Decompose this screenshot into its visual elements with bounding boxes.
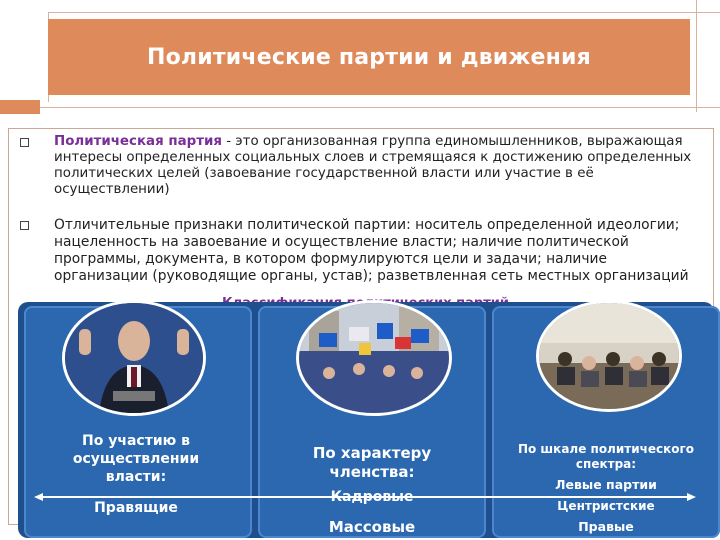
bullet-features — [20, 217, 692, 285]
panel-heading: По характеру членства: — [312, 444, 432, 481]
bullet-text — [54, 217, 692, 285]
slide-title: Политические партии и движения — [147, 44, 591, 70]
panel-item: Правящие — [94, 500, 178, 516]
frame-line-top — [48, 12, 720, 13]
speaker-photo — [62, 300, 206, 416]
meeting-photo — [536, 300, 682, 412]
panel-item: Левые партии — [555, 477, 657, 492]
panel-item: Центристские — [557, 499, 655, 513]
left-accent-bar — [0, 100, 40, 114]
square-bullet-icon — [20, 221, 29, 230]
frame-line-right — [696, 0, 697, 112]
bullet-body: - это организованная группа единомышленников, выражающая интересы определенных социальных слоев и стремящаяся к достижению определенных политических целей (завоевание государственной власти или участие в её осуществлении) — [54, 134, 692, 197]
spectrum-arrow-icon — [34, 493, 696, 501]
meeting-photo-art — [539, 303, 679, 409]
bullet-text — [54, 134, 692, 198]
panel-item: Массовые — [328, 518, 416, 536]
bullet-body: Отличительные признаки политической партии: носитель определенной идеологии; нацеленность на завоевание и осуществление власти; наличие политической программы, документа, в котором формулируются цели и задачи; наличие организации (руководящие органы, устав); разветвленная сеть местных организаций — [54, 217, 689, 284]
rally-photo-art — [299, 303, 449, 413]
title-bar — [48, 19, 690, 95]
rally-photo — [296, 300, 452, 416]
panel-item: Кадровые — [330, 489, 414, 505]
panel-heading: По участию в осуществлении власти: — [72, 433, 200, 485]
square-bullet-icon — [20, 138, 29, 147]
panel-item: Правые — [578, 519, 634, 534]
bullet-definition — [20, 134, 692, 198]
accent-line — [40, 107, 720, 108]
panel-heading: По шкале политического спектра: — [517, 442, 695, 471]
bullet-term: Политическая партия — [54, 134, 222, 149]
speaker-photo-art — [65, 303, 203, 413]
